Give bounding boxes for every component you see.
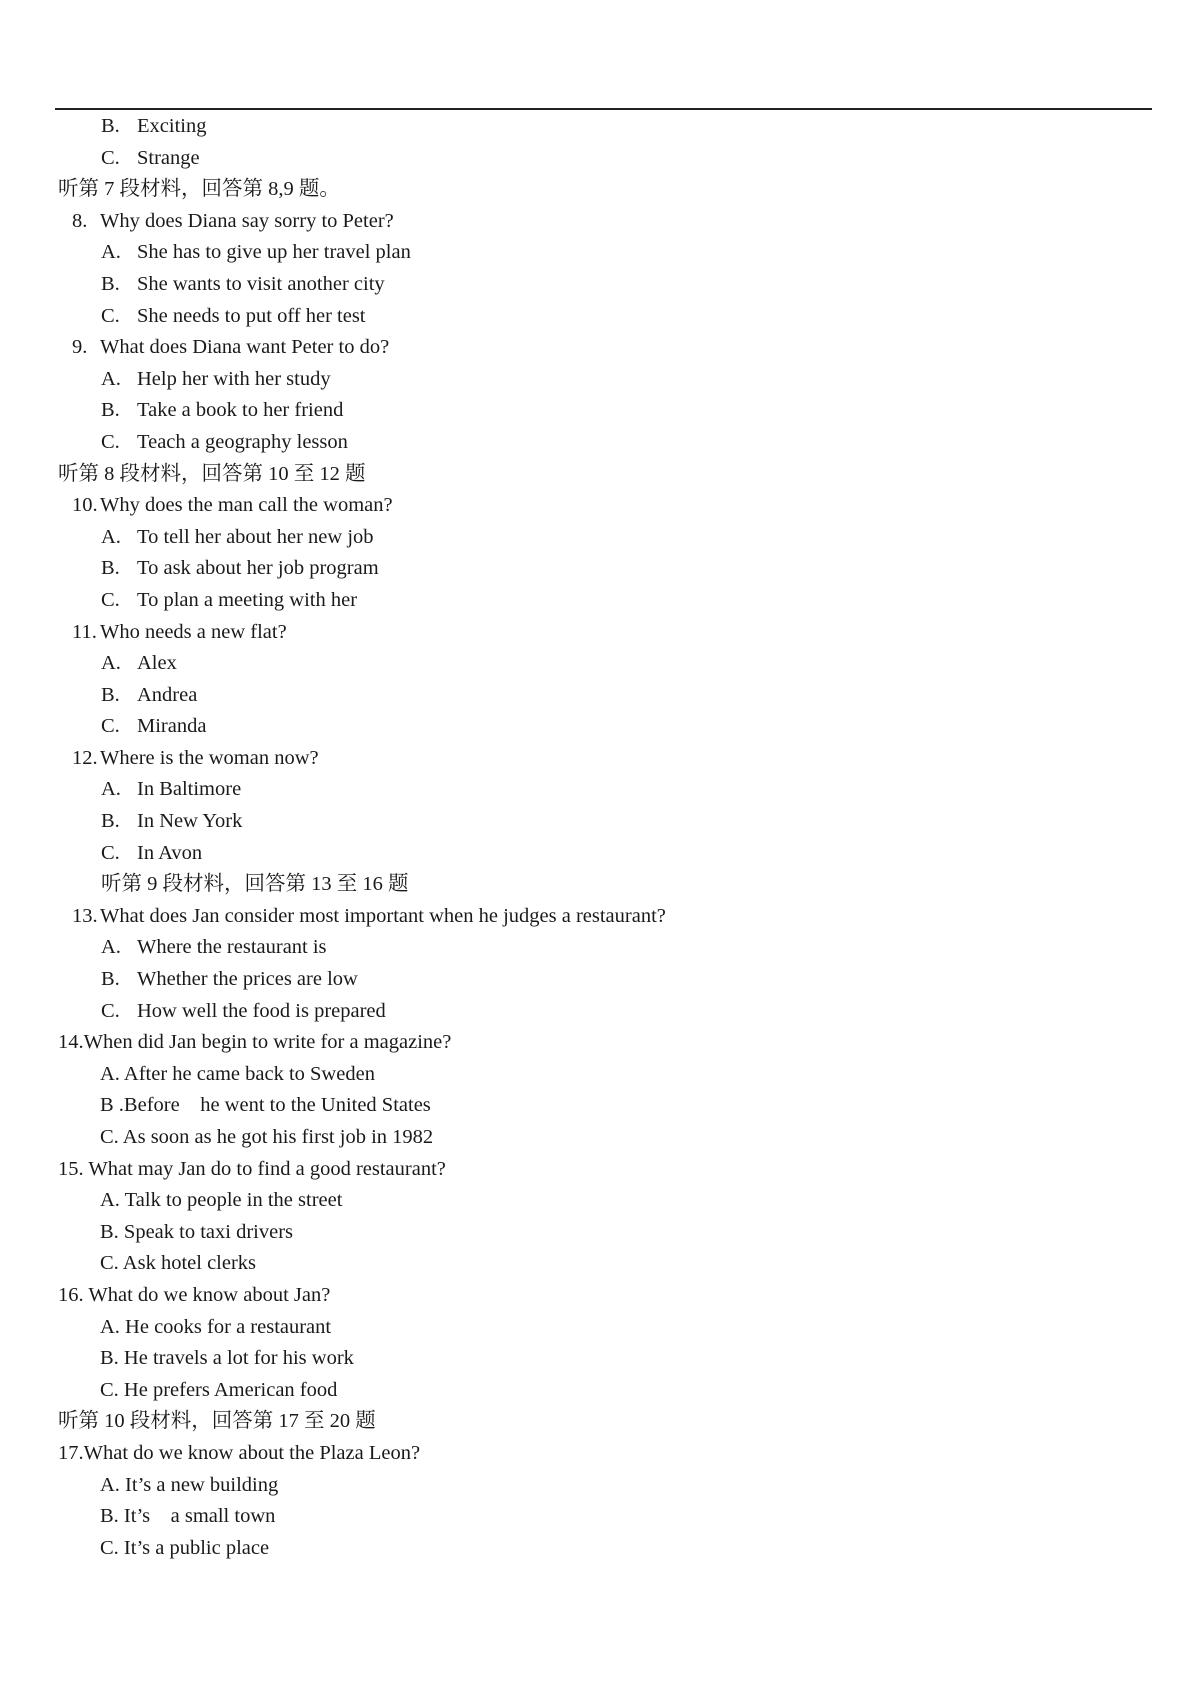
option-line: A. It’s a new building (100, 1473, 279, 1496)
option-label: A. (101, 778, 121, 801)
option-label: B. (101, 968, 120, 991)
option-line: B. It’s a small town (100, 1505, 276, 1528)
option-label: A. (101, 241, 121, 264)
option-line (58, 301, 1158, 333)
option-label: C. (101, 999, 120, 1022)
option-label: C. (101, 588, 120, 611)
option-line (58, 774, 1158, 806)
question-text: Who needs a new flat? (100, 620, 287, 643)
question-text: What does Jan consider most important when he judges a restaurant? (100, 904, 666, 927)
option-text: In Avon (137, 841, 203, 864)
option-line: A. After he came back to Sweden (100, 1062, 375, 1085)
option-label: B. (101, 683, 120, 706)
option-text: To ask about her job program (137, 557, 379, 580)
option-label: A. (101, 936, 121, 959)
option-line (58, 522, 1158, 554)
option-line: C. Ask hotel clerks (100, 1252, 257, 1275)
question-line (58, 901, 1158, 933)
option-text: She wants to visit another city (137, 272, 385, 295)
option-line (58, 111, 1158, 143)
option-text: She needs to put off her test (137, 304, 366, 327)
option-line: C. He prefers American food (100, 1378, 338, 1401)
question-text: What does Diana want Peter to do? (100, 336, 390, 359)
option-line: C. It’s a public place (100, 1536, 270, 1559)
option-label: B. (101, 115, 120, 137)
question-line: 15. What may Jan do to find a good restaurant? (58, 1157, 446, 1180)
option-text: To plan a meeting with her (137, 588, 358, 611)
option-line: B. Speak to taxi drivers (100, 1220, 294, 1243)
question-line (58, 490, 1158, 522)
option-text: Help her with her study (137, 367, 331, 390)
option-text: Alex (137, 652, 177, 675)
option-text: In Baltimore (137, 778, 242, 801)
option-label: B. (101, 272, 120, 295)
option-line: A. He cooks for a restaurant (100, 1315, 332, 1338)
option-text: How well the food is prepared (137, 999, 386, 1022)
option-label: B. (101, 557, 120, 580)
question-line: 17.What do we know about the Plaza Leon? (58, 1441, 421, 1464)
option-line (58, 838, 1158, 870)
option-line (58, 269, 1158, 301)
option-line (58, 680, 1158, 712)
option-line (58, 964, 1158, 996)
document-body (58, 111, 1158, 1564)
option-label: C. (101, 715, 120, 738)
option-line (58, 711, 1158, 743)
question-text: Where is the woman now? (100, 746, 319, 769)
header-rule (55, 108, 1152, 110)
option-line (58, 553, 1158, 585)
option-line (58, 996, 1158, 1028)
section-instruction: 听第 7 段材料，回答第 8,9 题。 (58, 178, 340, 201)
option-label: C. (101, 146, 120, 169)
option-line (58, 806, 1158, 838)
option-line: B .Before he went to the United States (100, 1094, 431, 1117)
option-label: C. (101, 430, 120, 453)
option-text: Teach a geography lesson (137, 430, 348, 453)
option-line (58, 143, 1158, 175)
option-label: B. (101, 399, 120, 422)
option-line (58, 648, 1158, 680)
option-text: Where the restaurant is (137, 936, 327, 959)
question-line (58, 743, 1158, 775)
option-text: To tell her about her new job (137, 525, 374, 548)
section-instruction: 听第 8 段材料，回答第 10 至 12 题 (58, 462, 366, 485)
option-text: Exciting (137, 115, 207, 137)
section-instruction: 听第 9 段材料，回答第 13 至 16 题 (101, 873, 409, 896)
option-text: In New York (137, 810, 243, 833)
option-text: Strange (137, 146, 200, 169)
option-line: A. Talk to people in the street (100, 1189, 343, 1212)
option-line (58, 237, 1158, 269)
option-line (58, 932, 1158, 964)
question-line: 14.When did Jan begin to write for a magazine? (58, 1031, 452, 1054)
option-line: B. He travels a lot for his work (100, 1347, 354, 1370)
question-line: 16. What do we know about Jan? (58, 1283, 331, 1306)
option-text: Andrea (137, 683, 198, 706)
question-number: 11. (72, 620, 97, 643)
option-label: C. (101, 304, 120, 327)
question-text: Why does Diana say sorry to Peter? (100, 209, 394, 232)
option-text: Whether the prices are low (137, 968, 358, 991)
question-number: 8. (72, 209, 88, 232)
option-line (58, 395, 1158, 427)
option-text: She has to give up her travel plan (137, 241, 411, 264)
question-number: 10. (72, 494, 98, 517)
question-text: Why does the man call the woman? (100, 494, 393, 517)
option-label: C. (101, 841, 120, 864)
option-text: Take a book to her friend (137, 399, 344, 422)
question-number: 13. (72, 904, 98, 927)
option-label: A. (101, 367, 121, 390)
question-line (58, 332, 1158, 364)
option-label: A. (101, 652, 121, 675)
question-line (58, 617, 1158, 649)
option-label: A. (101, 525, 121, 548)
section-instruction: 听第 10 段材料，回答第 17 至 20 题 (58, 1410, 376, 1433)
option-line (58, 585, 1158, 617)
option-line (58, 427, 1158, 459)
question-number: 9. (72, 336, 88, 359)
option-text: Miranda (137, 715, 207, 738)
question-number: 12. (72, 746, 98, 769)
option-line (58, 364, 1158, 396)
option-label: B. (101, 810, 120, 833)
option-line: C. As soon as he got his first job in 1982 (100, 1126, 434, 1148)
question-line (58, 206, 1158, 238)
